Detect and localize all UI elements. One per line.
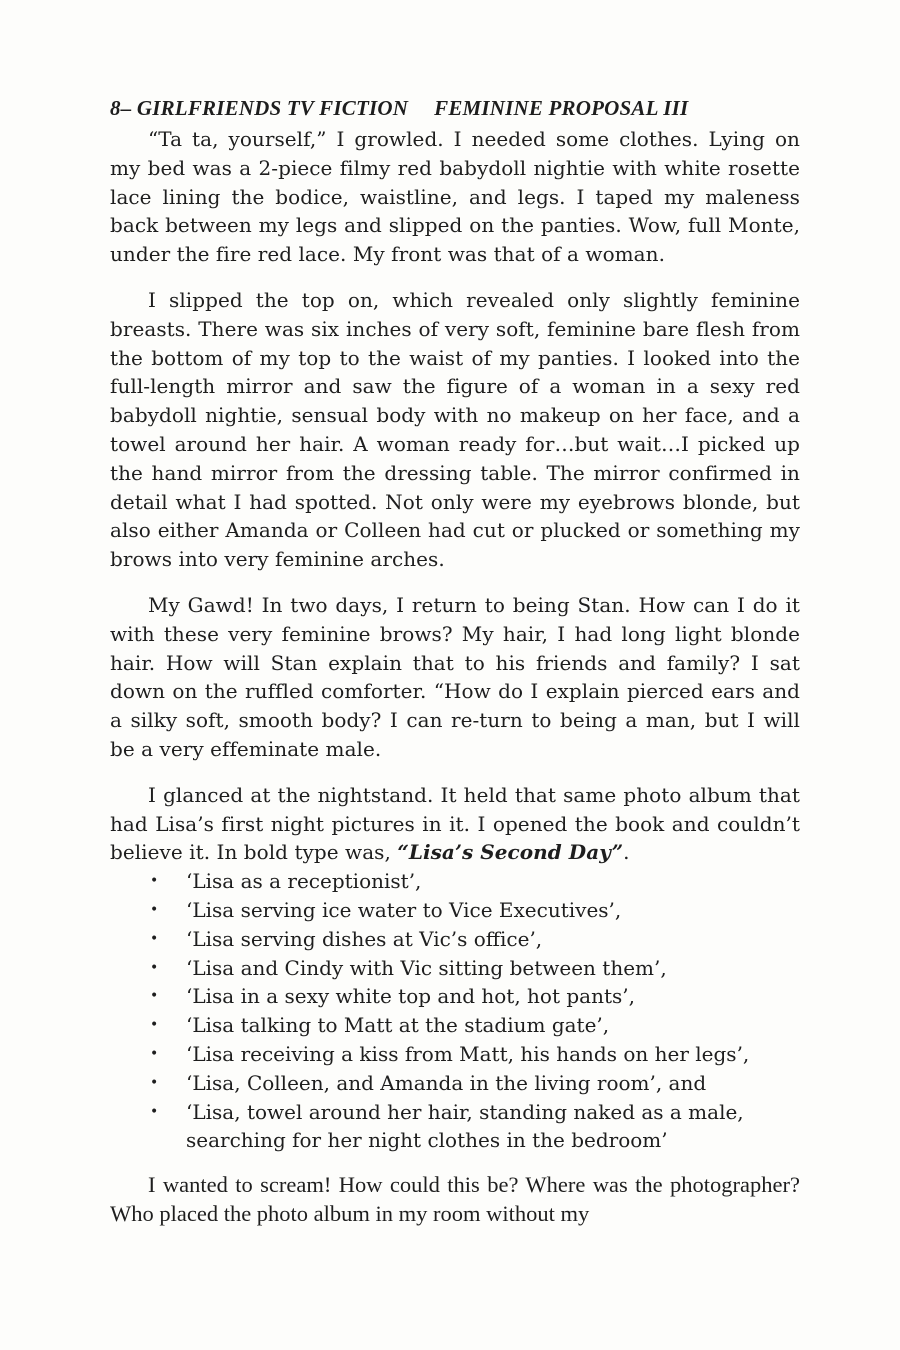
list-item — [150, 1069, 800, 1098]
list-item-text: ‘Lisa talking to Matt at the stadium gate’, — [186, 1013, 610, 1038]
list-item — [150, 925, 800, 954]
paragraph-5: I wanted to scream! How could this be? Where was the photographer? Who placed the photo album in my room without my — [110, 1172, 800, 1226]
list-item-text: ‘Lisa, Colleen, and Amanda in the living room’, and — [186, 1070, 707, 1095]
photo-caption-list — [110, 867, 800, 1155]
bullet-icon: • — [150, 959, 159, 976]
running-header — [110, 96, 800, 121]
bullet-icon: • — [150, 873, 159, 890]
list-item-text: ‘Lisa and Cindy with Vic sitting between them’, — [186, 955, 667, 980]
list-item-text: ‘Lisa serving dishes at Vic’s office’, — [186, 926, 543, 951]
list-item — [150, 954, 800, 983]
paragraph-1: “Ta ta, yourself,” I growled. I needed some clothes. Lying on my bed was a 2-piece filmy red babydoll nightie with white rosette lace lining the bodice, waistline, and legs. I taped my maleness back between my legs and slipped on the panties. Wow, full Monte, under the fire red lace. My front was that of a woman. — [110, 127, 800, 267]
list-item — [150, 896, 800, 925]
paragraph-2: I slipped the top on, which revealed only slightly feminine breasts. There was six inches of very soft, feminine bare flesh from the bottom of my top to the waist of my panties. I looked into the full-length mirror and saw the figure of a woman in a sexy red babydoll nightie, sensual body with no makeup on her face, and a towel around her hair. A woman ready for…but wait…I picked up the hand mirror from the dressing table. The mirror confirmed in detail what I had spotted. Not only were my eyebrows blonde, but also either Amanda or Colleen had cut or plucked or something my brows into very feminine arches. — [110, 287, 800, 572]
list-item — [150, 982, 800, 1011]
list-item — [150, 1040, 800, 1069]
list-item-text: ‘Lisa serving ice water to Vice Executives’, — [186, 897, 622, 922]
album-title: “Lisa’s Second Day” — [397, 840, 624, 865]
bullet-icon: • — [150, 1017, 159, 1034]
bullet-icon: • — [150, 1103, 159, 1120]
list-item-text: ‘Lisa in a sexy white top and hot, hot pants’, — [186, 984, 635, 1009]
header-left: 8– GIRLFRIENDS TV FICTION — [110, 96, 409, 120]
list-item — [150, 1098, 800, 1156]
list-item — [150, 1011, 800, 1040]
header-right: FEMININE PROPOSAL III — [434, 96, 689, 120]
list-item-text: ‘Lisa receiving a kiss from Matt, his hands on her legs’, — [186, 1041, 750, 1066]
paragraph-3: My Gawd! In two days, I return to being Stan. How can I do it with these very feminine brows? My hair, I had long light blonde hair. How will Stan explain that to his friends and family? I sat down on the ruffled comforter. “How do I explain pierced ears and a silky soft, smooth body? I can re-turn to being a man, but I will be a very effeminate male. — [110, 592, 800, 761]
paragraph-4-start: I glanced at the nightstand. It held that same photo album that had Lisa’s first night pictures in it. I opened the book and couldn’t believe it. In bold type was, — [110, 782, 800, 865]
bullet-icon: • — [150, 930, 159, 947]
bullet-icon: • — [150, 901, 159, 918]
paragraph-4 — [110, 781, 800, 867]
list-item — [150, 867, 800, 896]
bullet-icon: • — [150, 988, 159, 1005]
bullet-icon: • — [150, 1074, 159, 1091]
list-item-text: ‘Lisa as a receptionist’, — [186, 869, 422, 894]
book-page — [110, 96, 800, 1246]
bullet-icon: • — [150, 1045, 159, 1062]
list-item-text: ‘Lisa, towel around her hair, standing naked as a male, searching for her night clothes in the bedroom’ — [186, 1099, 744, 1153]
paragraph-4-end: . — [623, 840, 630, 865]
